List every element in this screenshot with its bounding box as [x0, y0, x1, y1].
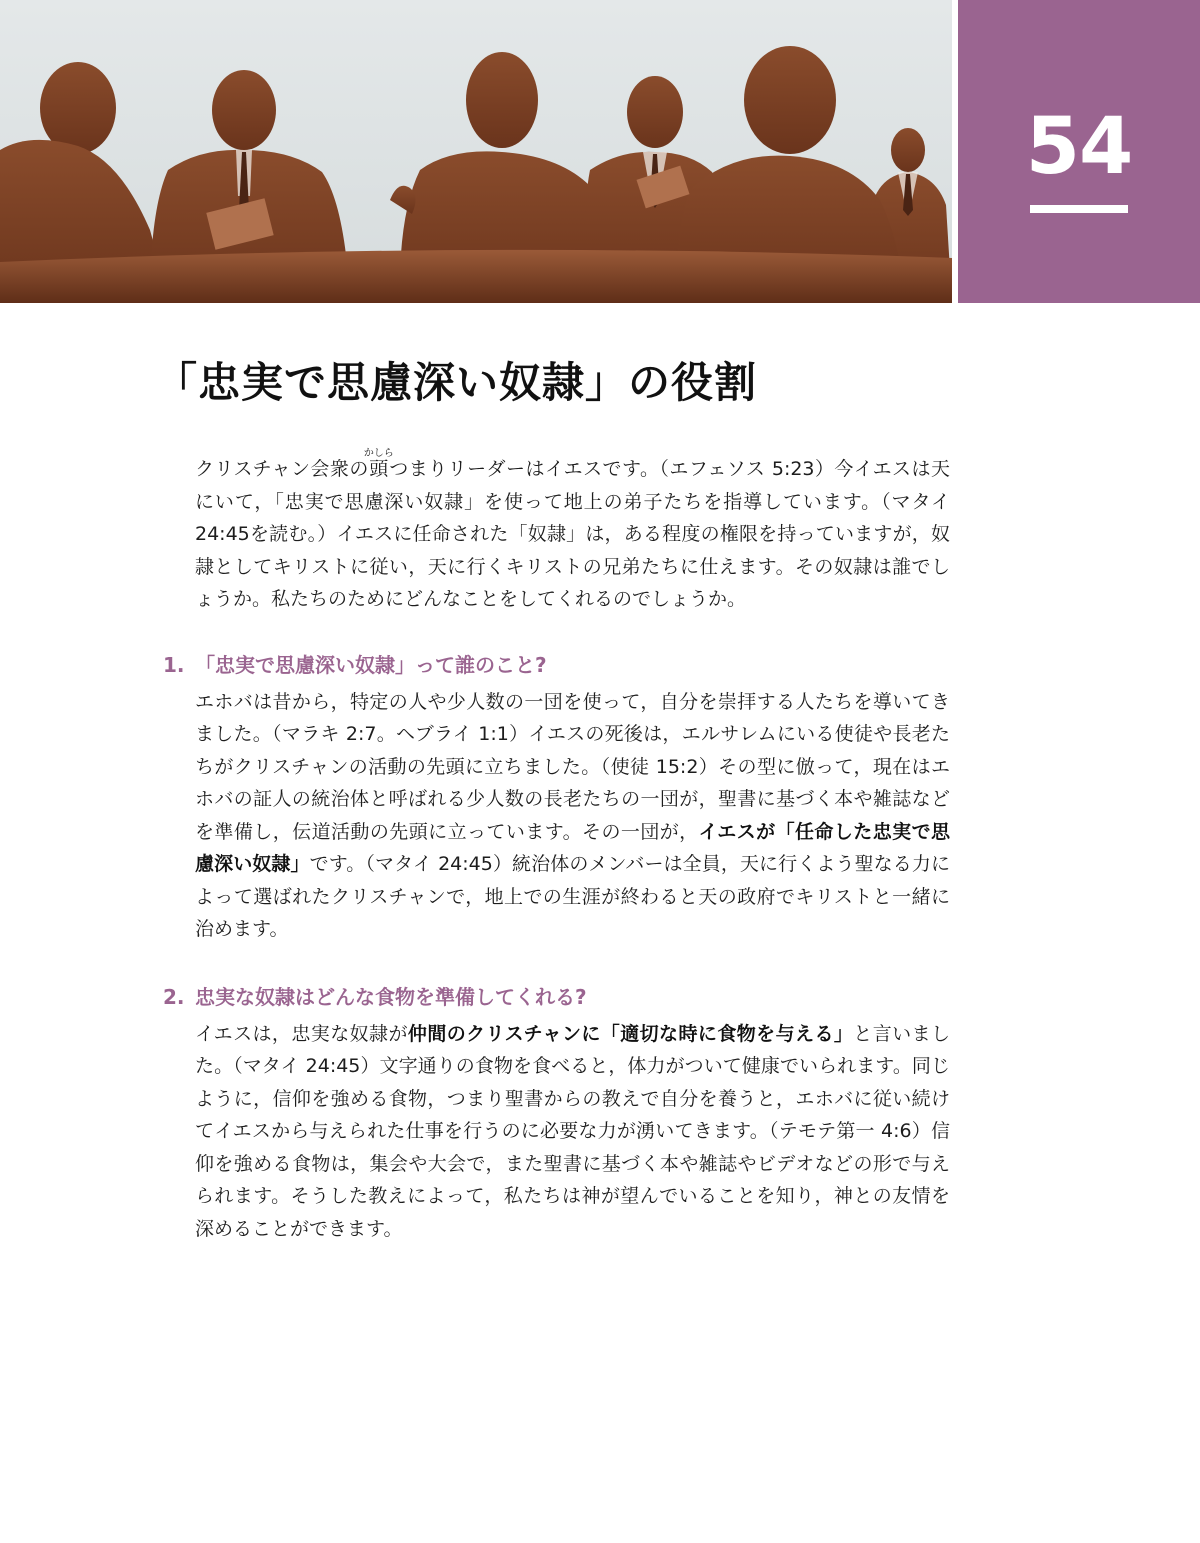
- lesson-number: 54: [1025, 102, 1133, 192]
- section-2-text-after: と言いました。（マタイ 24:45）文字通りの食物を食べると，体力がついて健康でいられます。同じように，信仰を強める食物，つまり聖書からの教えで自分を養うと，エホバに従い続けてイエスから与えられた仕事を行うのに必要な力が湧いてきます。（テモテ第一 4:6）信仰を強める食物は，集会や大会で，また聖書に基づく本や雑誌やビデオなどの形で与えられます。そうした教えによって，私たちは神が望んでいることを知り，神との友情を深めることができます。: [195, 1022, 950, 1240]
- section-1: [163, 650, 951, 946]
- section-1-heading: [163, 650, 950, 680]
- section-2-text-before: イエスは，忠実な奴隷が: [195, 1022, 408, 1045]
- lesson-badge: [958, 0, 1200, 303]
- meeting-silhouettes-illustration: [0, 0, 952, 303]
- section-2-bold-text: 仲間のクリスチャンに「適切な時に食物を与える」: [407, 1022, 854, 1045]
- section-1-text-before: エホバは昔から，特定の人や少人数の一団を使って，自分を崇拝する人たちを導いてきました。（マラキ 2:7。ヘブライ 1:1）イエスの死後は，エルサレムにいる使徒や長老たちがクリスチャンの活動の先頭に立ちました。（使徒 15:2）その型に倣って，現在はエホバの証人の統治体と呼ばれる少人数の長老たちの一団が，聖書に基づく本や雑誌などを準備し，伝道活動の先頭に立っています。その一団が，: [195, 690, 950, 843]
- ruby-base: 頭: [363, 458, 394, 480]
- badge-underline: [1030, 205, 1128, 213]
- intro-text-start: クリスチャン会衆の: [195, 458, 369, 480]
- section-2-number: 2.: [163, 984, 185, 1009]
- section-2-heading-text: 忠実な奴隷はどんな食物を準備してくれる?: [195, 984, 587, 1009]
- article-body: [163, 448, 951, 1245]
- section-1-paragraph: [195, 686, 950, 946]
- page-title: 「忠実で思慮深い奴隷」の役割: [155, 358, 758, 407]
- section-2-heading: [163, 982, 950, 1012]
- section-1-heading-text: 「忠実で思慮深い奴隷」って誰のこと?: [195, 652, 547, 677]
- section-2: [163, 982, 950, 1246]
- section-1-number: 1.: [163, 652, 185, 677]
- section-1-bold-text: イエスが「任命した忠実で思慮深い奴隷」: [195, 820, 951, 875]
- intro-paragraph: [195, 448, 950, 616]
- hero-image: [0, 0, 952, 303]
- ruby-reading: かしら: [363, 448, 394, 459]
- ruby-head-word: [363, 448, 394, 480]
- section-1-text-after: です。（マタイ 24:45）統治体のメンバーは全員，天に行くよう聖なる力によって選ばれたクリスチャンで，地上での生涯が終わると天の政府でキリストと一緒に治めます。: [195, 853, 950, 940]
- section-2-paragraph: [195, 1018, 950, 1246]
- intro-text-rest: つまりリーダーはイエスです。（エフェソス 5:23）今イエスは天にいて，「忠実で思慮深い奴隷」を使って地上の弟子たちを指導しています。（マタイ 24:45を読む。）イエスに任命された「奴隷」は，ある程度の権限を持っていますが，奴隷としてキリストに従い，天に行くキリストの兄弟たちに仕えます。その奴隷は誰でしょうか。私たちのためにどんなことをしてくれるのでしょうか。: [195, 458, 950, 610]
